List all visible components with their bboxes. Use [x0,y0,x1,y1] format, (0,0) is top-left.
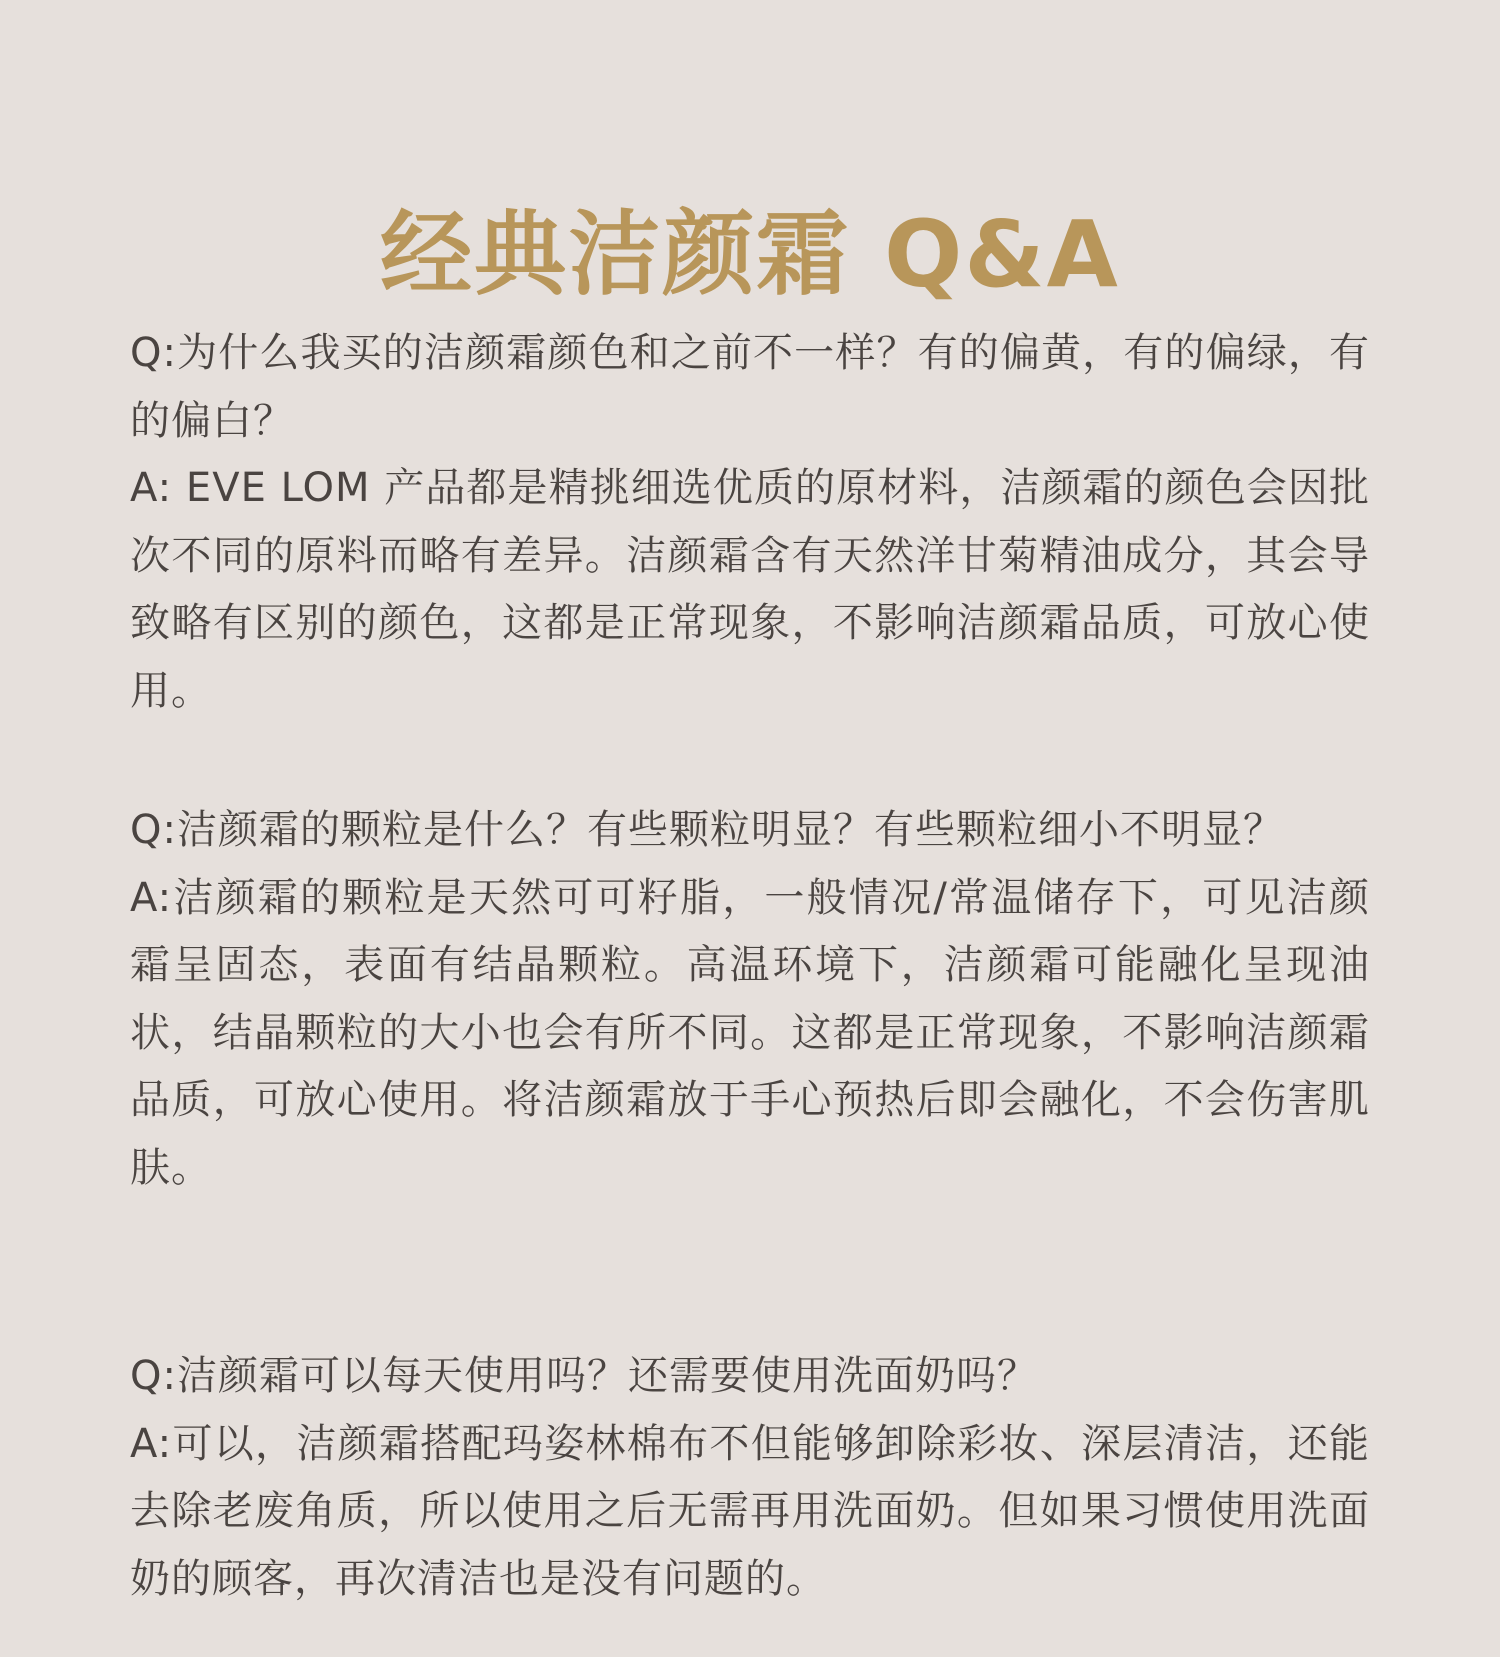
faq-item [130,797,1370,1202]
faq-question: Q:洁颜霜可以每天使用吗？还需要使用洗面奶吗？ [130,1353,1038,1399]
page-title: 经典洁颜霜 Q&A [380,200,1120,308]
faq-item [130,1343,1370,1613]
faq-answer: A:可以，洁颜霜搭配玛姿林棉布不但能够卸除彩妆、深层清洁，还能去除老废角质，所以使用之后无需再用洗面奶。但如果习惯使用洗面奶的顾客，再次清洁也是没有问题的。 [130,1420,1370,1602]
faq-item [130,320,1370,725]
faq-question: Q:洁颜霜的颗粒是什么？有些颗粒明显？有些颗粒细小不明显？ [130,807,1284,853]
faq-answer: A: EVE LOM 产品都是精挑细选优质的原材料，洁颜霜的颜色会因批次不同的原料而略有差异。洁颜霜含有天然洋甘菊精油成分，其会导致略有区别的颜色，这都是正常现象，不影响洁颜霜品质，可放心使用。 [130,465,1370,714]
faq-answer: A:洁颜霜的颗粒是天然可可籽脂，一般情况/常温储存下，可见洁颜霜呈固态，表面有结晶颗粒。高温环境下，洁颜霜可能融化呈现油状，结晶颗粒的大小也会有所不同。这都是正常现象，不影响洁颜霜品质，可放心使用。将洁颜霜放于手心预热后即会融化，不会伤害肌肤。 [130,874,1370,1191]
faq-question: Q:为什么我买的洁颜霜颜色和之前不一样？有的偏黄，有的偏绿，有的偏白？ [130,330,1370,444]
